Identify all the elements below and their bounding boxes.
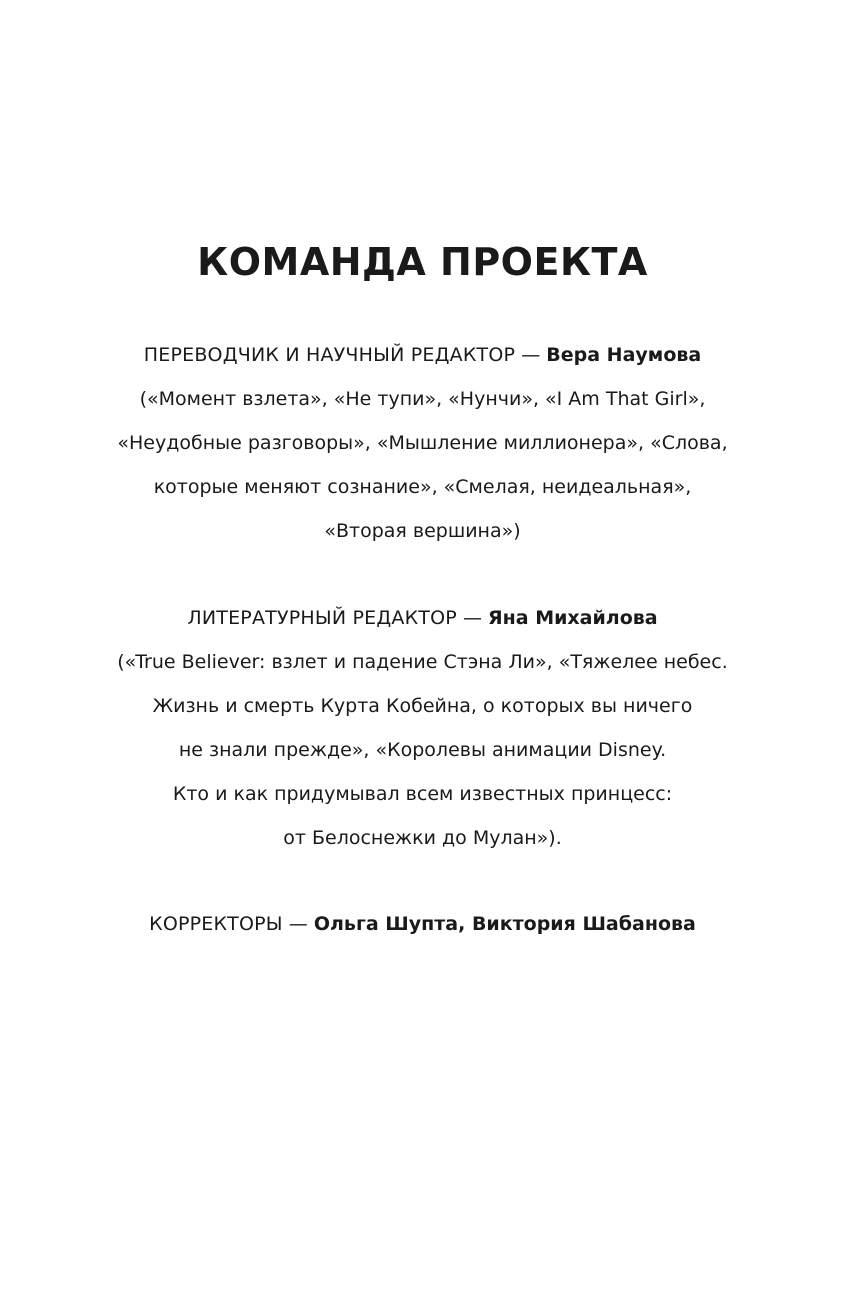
book-list-line: которые меняют сознание», «Смелая, неидеальная», <box>153 476 692 498</box>
credit-role: КОРРЕКТОРЫ <box>149 913 283 935</box>
credit-section-translator <box>40 333 805 553</box>
credit-dash: — <box>282 913 314 935</box>
book-list-line: не знали прежде», «Королевы анимации Disney. <box>178 739 667 761</box>
credit-dash: — <box>515 344 547 366</box>
credit-heading-line <box>40 902 805 946</box>
credit-dash: — <box>456 607 488 629</box>
credit-role: ЛИТЕРАТУРНЫЙ РЕДАКТОР <box>187 607 457 629</box>
credit-name: Яна Михайлова <box>488 607 658 629</box>
book-list-line: «Вторая вершина») <box>324 520 521 542</box>
page-title: КОМАНДА ПРОЕКТА <box>197 240 648 284</box>
credit-heading-line <box>40 596 805 640</box>
book-list-line: («True Believer: взлет и падение Стэна Ли», «Тяжелее небес. <box>117 651 728 673</box>
credit-role: ПЕРЕВОДЧИК И НАУЧНЫЙ РЕДАКТОР <box>143 344 516 366</box>
book-list-line: Жизнь и смерть Курта Кобейна, о которых вы ничего <box>152 695 693 717</box>
book-list-line: Кто и как придумывал всем известных принцесс: <box>172 783 673 805</box>
credit-name: Вера Наумова <box>546 344 702 366</box>
credit-heading-line <box>40 333 805 377</box>
book-list-line: «Неудобные разговоры», «Мышление миллионера», «Слова, <box>117 432 728 454</box>
book-list-line: от Белоснежки до Мулан»). <box>283 827 562 849</box>
credit-name: Ольга Шупта, Виктория Шабанова <box>313 913 696 935</box>
credit-section-proofreaders <box>40 902 805 946</box>
credit-section-literary-editor <box>40 596 805 860</box>
book-list-line: («Момент взлета», «Не тупи», «Нунчи», «I Am That Girl», <box>139 388 706 410</box>
